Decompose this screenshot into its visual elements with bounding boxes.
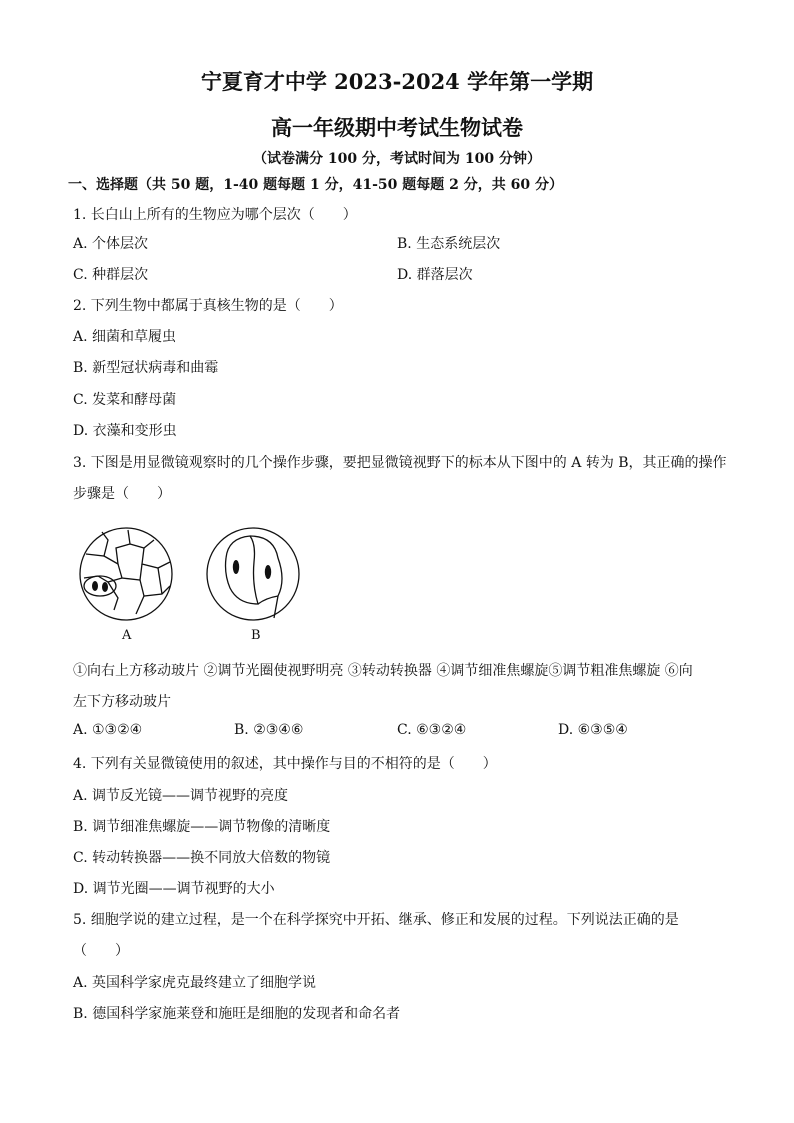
q3-stem-line1: 3. 下图是用显微镜观察时的几个操作步骤，要把显微镜视野下的标本从下图中的 A 转为 B，其正确的操作 [73,455,727,471]
q3-steps-line2: 左下方移动玻片 [73,694,171,710]
q5-option-b: B. 德国科学家施莱登和施旺是细胞的发现者和命名者 [73,1006,401,1022]
field-a-nucleus-1 [92,581,98,591]
field-a-nucleus-2 [102,582,108,592]
q4-option-c: C. 转动转换器——换不同放大倍数的物镜 [73,850,331,866]
q3-steps-line1: ①向右上方移动玻片 ②调节光圈使视野明亮 ③转动转换器 ④调节细准焦螺旋⑤调节粗准焦螺旋 ⑥向 [73,663,693,679]
q2-option-a: A. 细菌和草履虫 [73,329,177,345]
q2-stem: 2. 下列生物中都属于真核生物的是（ ） [73,298,343,314]
q1-option-b: B. 生态系统层次 [397,236,501,252]
microscope-field-diagram [78,518,308,648]
q3-option-c: C. ⑥③②④ [397,722,467,738]
q4-option-a: A. 调节反光镜——调节视野的亮度 [73,788,289,804]
school-title: 宁夏育才中学 2023-2024 学年第一学期 [200,69,594,94]
field-b-nucleus-1 [233,560,239,574]
q2-option-d: D. 衣藻和变形虫 [73,423,177,439]
q1-option-d: D. 群落层次 [397,267,473,283]
q5-stem-line2: （ ） [73,943,129,959]
field-b [207,528,299,620]
q2-option-c: C. 发菜和酵母菌 [73,392,177,408]
exam-note: （试卷满分 100 分，考试时间为 100 分钟） [253,151,541,167]
q2-option-b: B. 新型冠状病毒和曲霉 [73,360,219,376]
q5-stem-line1: 5. 细胞学说的建立过程，是一个在科学探究中开拓、继承、修正和发展的过程。下列说法正确的是 [73,912,679,928]
q3-option-a: A. ①③②④ [73,722,143,738]
q1-option-a: A. 个体层次 [73,236,149,252]
figure-label-a: A [122,628,132,643]
microscope-figure [78,518,308,648]
section-heading: 一、选择题（共 50 题，1-40 题每题 1 分，41-50 题每题 2 分，共 60 分） [68,177,563,193]
q4-stem: 4. 下列有关显微镜使用的叙述，其中操作与目的不相符的是（ ） [73,756,497,772]
exam-title: 高一年级期中考试生物试卷 [271,115,523,140]
q1-stem: 1. 长白山上所有的生物应为哪个层次（ ） [73,207,357,223]
q5-option-a: A. 英国科学家虎克最终建立了细胞学说 [73,975,317,991]
field-b-nucleus-2 [265,565,271,579]
q4-option-b: B. 调节细准焦螺旋——调节物像的清晰度 [73,819,331,835]
q3-option-b: B. ②③④⑥ [234,722,304,738]
figure-label-b: B [251,628,261,643]
q1-option-c: C. 种群层次 [73,267,149,283]
q4-option-d: D. 调节光圈——调节视野的大小 [73,881,275,897]
field-a [80,528,172,620]
q3-stem-line2: 步骤是（ ） [73,486,171,502]
q3-option-d: D. ⑥③⑤④ [558,722,628,738]
